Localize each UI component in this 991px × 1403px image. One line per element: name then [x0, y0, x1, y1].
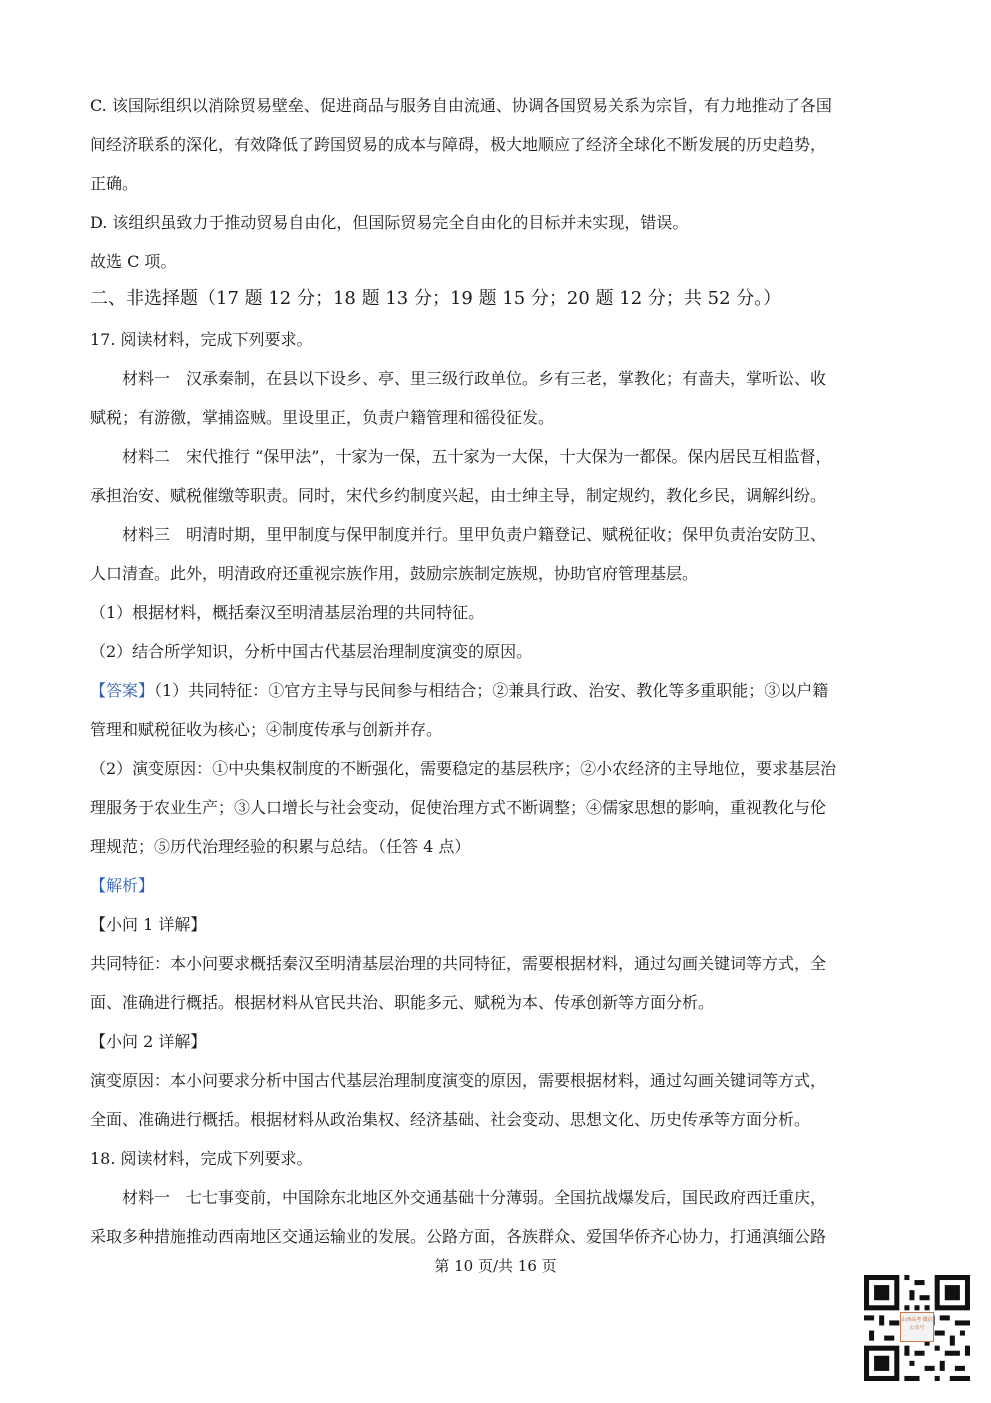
section-heading: 二、非选择题（17 题 12 分；18 题 13 分；19 题 15 分；20 题 12 分；共 52 分。）: [90, 288, 782, 309]
question-2: （2）结合所学知识，分析中国古代基层治理制度演变的原因。: [90, 642, 533, 661]
material-2-line-2: 承担治安、赋税催缴等职责。同时，宋代乡约制度兴起，由士绅主导，制定规约，教化乡民，调解纠纷。: [90, 486, 827, 505]
sub-q1-line-2: 面、准确进行概括。根据材料从官民共治、职能多元、赋税为本、传承创新等方面分析。: [90, 993, 715, 1012]
answer-line-3: （2）演变原因：①中央集权制度的不断强化，需要稳定的基层秩序；②小农经济的主导地位，要求基层治: [90, 759, 837, 778]
answer-text: （1）共同特征：①官方主导与民间参与相结合；②兼具行政、治安、教化等多重职能；③以户籍: [154, 681, 829, 700]
sub-q1-heading: 【小问 1 详解】: [90, 915, 207, 934]
sub-q1-line-1: 共同特征：本小问要求概括秦汉至明清基层治理的共同特征，需要根据材料，通过勾画关键词等方式，全: [90, 954, 827, 973]
answer-line-4: 理服务于农业生产；③人口增长与社会变动，促使治理方式不断调整；④儒家思想的影响，重视教化与伦: [90, 798, 827, 817]
answer-line-2: 管理和赋税征收为核心；④制度传承与创新并存。: [90, 720, 443, 739]
answer-line-5: 理规范；⑤历代治理经验的积累与总结。（任答 4 点）: [90, 837, 471, 856]
q17-prompt: 17. 阅读材料，完成下列要求。: [90, 330, 313, 349]
question-1: （1）根据材料，概括秦汉至明清基层治理的共同特征。: [90, 603, 485, 622]
material-1-line-1: 材料一 汉承秦制，在县以下设乡、亭、里三级行政单位。乡有三老，掌教化；有啬夫，掌听讼、收: [122, 369, 827, 388]
answer-line-1: [90, 680, 920, 702]
page-footer: 第 10 页/共 16 页: [434, 1257, 557, 1275]
q18-prompt: 18. 阅读材料，完成下列要求。: [90, 1149, 313, 1168]
sub-q2-line-1: 演变原因：本小问要求分析中国古代基层治理制度演变的原因，需要根据材料，通过勾画关键词等方式，: [90, 1071, 827, 1090]
option-c-line-1: C. 该国际组织以消除贸易壁垒、促进商品与服务自由流通、协调各国贸易关系为宗旨，有力地推动了各国: [90, 96, 832, 115]
qr-center-label: 山西高考 微信公众号: [900, 1312, 934, 1342]
answer-tag: 【答案】: [90, 681, 155, 700]
q18-material-1-line-1: 材料一 七七事变前，中国除东北地区外交通基础十分薄弱。全国抗战爆发后，国民政府西迁重庆，: [122, 1188, 827, 1207]
option-c-line-3: 正确。: [90, 174, 139, 193]
sub-q2-line-2: 全面、准确进行概括。根据材料从政治集权、经济基础、社会变动、思想文化、历史传承等方面分析。: [90, 1110, 811, 1129]
material-2-line-1: 材料二 宋代推行 “保甲法”，十家为一保，五十家为一大保，十大保为一都保。保内居民互相监督，: [122, 447, 832, 466]
option-d-line: D. 该组织虽致力于推动贸易自由化，但国际贸易完全自由化的目标并未实现，错误。: [90, 213, 689, 232]
q18-material-1-line-2: 采取多种措施推动西南地区交通运输业的发展。公路方面，各族群众、爱国华侨齐心协力，打通滇缅公路: [90, 1227, 827, 1246]
selection-line: 故选 C 项。: [90, 252, 177, 271]
analysis-tag: 【解析】: [90, 876, 155, 895]
material-3-line-2: 人口清查。此外，明清政府还重视宗族作用，鼓励宗族制定族规，协助官府管理基层。: [90, 564, 699, 583]
option-c-line-2: 间经济联系的深化，有效降低了跨国贸易的成本与障碍，极大地顺应了经济全球化不断发展的历史趋势，: [90, 135, 827, 154]
material-1-line-2: 赋税；有游徼，掌捕盗贼。里设里正，负责户籍管理和徭役征发。: [90, 408, 555, 427]
sub-q2-heading: 【小问 2 详解】: [90, 1032, 207, 1051]
material-3-line-1: 材料三 明清时期，里甲制度与保甲制度并行。里甲负责户籍登记、赋税征收；保甲负责治安防卫、: [122, 525, 827, 544]
